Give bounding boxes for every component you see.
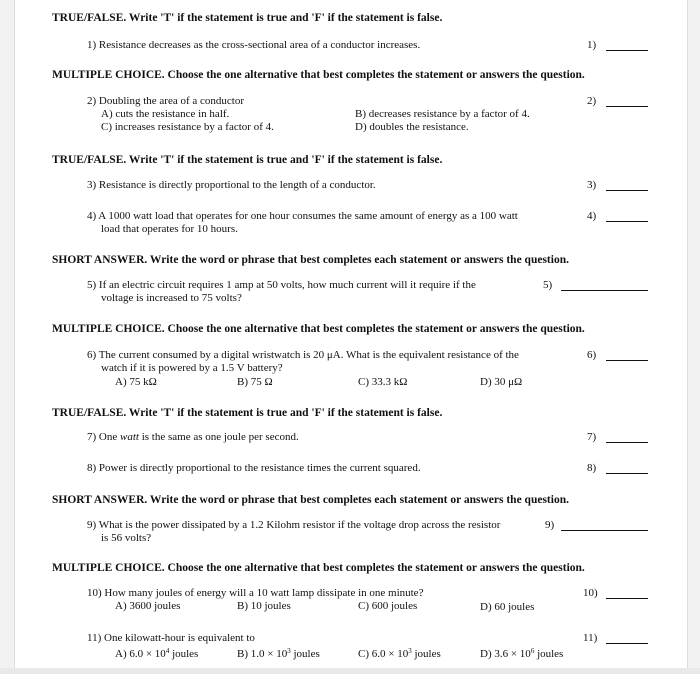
choice-11d: [480, 648, 563, 660]
choice-2b: B) decreases resistance by a factor of 4.: [355, 108, 530, 120]
section-header-short-answer: SHORT ANSWER. Write the word or phrase that best completes each statement or answers the question.: [52, 254, 569, 266]
question-5-line-1: 5) If an electric circuit requires 1 amp at 50 volts, how much current will it require if the: [87, 279, 476, 291]
section-header-multiple-choice: MULTIPLE CHOICE. Choose the one alternative that best completes the statement or answers the question.: [52, 323, 585, 335]
section-header-multiple-choice: MULTIPLE CHOICE. Choose the one alternative that best completes the statement or answers the question.: [52, 69, 585, 81]
choice-6c: C) 33.3 kΩ: [358, 376, 408, 388]
choice-11c-exponent: 3: [408, 647, 412, 655]
choice-11b-unit: joules: [290, 648, 320, 660]
choice-2a: A) cuts the resistance in half.: [101, 108, 230, 120]
question-10: 10) How many joules of energy will a 10 watt lamp dissipate in one minute?: [87, 587, 424, 599]
question-9-line-2: is 56 volts?: [101, 532, 152, 544]
answer-blank-8[interactable]: [606, 473, 648, 474]
question-7-post: is the same as one joule per second.: [138, 431, 299, 443]
section-header-true-false: TRUE/FALSE. Write 'T' if the statement is true and 'F' if the statement is false.: [52, 154, 443, 166]
choice-11a: [115, 648, 198, 660]
page-bottom-edge: [0, 668, 700, 674]
answer-number-7: 7): [587, 431, 597, 443]
answer-blank-9[interactable]: [561, 530, 648, 531]
answer-number-5: 5): [543, 279, 553, 291]
choice-11b: [237, 648, 320, 660]
choice-10c: C) 600 joules: [358, 600, 418, 612]
question-5-line-2: voltage is increased to 75 volts?: [101, 292, 242, 304]
choice-11a-exponent: 4: [165, 647, 170, 655]
answer-number-9: 9): [545, 519, 555, 531]
answer-number-10: 10): [583, 587, 598, 599]
question-4-line-2: load that operates for 10 hours.: [101, 223, 238, 235]
answer-blank-7[interactable]: [606, 442, 648, 443]
section-header-multiple-choice: MULTIPLE CHOICE. Choose the one alternative that best completes the statement or answers the question.: [52, 562, 585, 574]
choice-10b: B) 10 joules: [237, 600, 291, 612]
choice-11b-exponent: 3: [287, 647, 291, 655]
answer-blank-4[interactable]: [606, 221, 648, 222]
answer-blank-3[interactable]: [606, 190, 648, 191]
choice-11a-unit: joules: [169, 648, 199, 660]
answer-number-8: 8): [587, 462, 597, 474]
question-9-line-1: 9) What is the power dissipated by a 1.2 Kilohm resistor if the voltage drop across the resistor: [87, 519, 501, 531]
answer-blank-10[interactable]: [606, 598, 648, 599]
choice-6b: B) 75 Ω: [237, 376, 273, 388]
choice-11c-unit: joules: [411, 648, 441, 660]
section-header-short-answer: SHORT ANSWER. Write the word or phrase that best completes each statement or answers the question.: [52, 494, 569, 506]
question-7-emphasis: watt: [120, 431, 139, 443]
question-11: 11) One kilowatt-hour is equivalent to: [87, 632, 255, 644]
choice-2d: D) doubles the resistance.: [355, 121, 469, 133]
choice-11b-base: B) 1.0 × 10: [237, 648, 288, 660]
answer-number-11: 11): [583, 632, 598, 644]
choice-11a-base: A) 6.0 × 10: [115, 648, 166, 660]
question-7: [87, 431, 299, 443]
choice-6d: D) 30 μΩ: [480, 376, 523, 388]
choice-11d-base: D) 3.6 × 10: [480, 648, 531, 660]
answer-number-6: 6): [587, 349, 597, 361]
question-1: 1) Resistance decreases as the cross-sectional area of a conductor increases.: [87, 39, 421, 51]
answer-blank-6[interactable]: [606, 360, 648, 361]
answer-number-4: 4): [587, 210, 597, 222]
choice-2c: C) increases resistance by a factor of 4.: [101, 121, 274, 133]
choice-10d: D) 60 joules: [480, 601, 535, 613]
choice-11d-unit: joules: [534, 648, 564, 660]
choice-6a: A) 75 kΩ: [115, 376, 157, 388]
question-3: 3) Resistance is directly proportional to the length of a conductor.: [87, 179, 376, 191]
answer-blank-2[interactable]: [606, 106, 648, 107]
answer-blank-1[interactable]: [606, 50, 648, 51]
answer-blank-11[interactable]: [606, 643, 648, 644]
choice-10a: A) 3600 joules: [115, 600, 181, 612]
answer-number-1: 1): [587, 39, 597, 51]
section-header-true-false: TRUE/FALSE. Write 'T' if the statement is true and 'F' if the statement is false.: [52, 12, 443, 24]
answer-number-3: 3): [587, 179, 597, 191]
choice-11c-base: C) 6.0 × 10: [358, 648, 409, 660]
question-4-line-1: 4) A 1000 watt load that operates for one hour consumes the same amount of energy as a 100 watt: [87, 210, 518, 222]
question-7-pre: 7) One: [87, 431, 120, 443]
choice-11d-exponent: 6: [530, 647, 535, 655]
section-header-true-false: TRUE/FALSE. Write 'T' if the statement is true and 'F' if the statement is false.: [52, 407, 443, 419]
question-8: 8) Power is directly proportional to the resistance times the current squared.: [87, 462, 421, 474]
answer-blank-5[interactable]: [561, 290, 648, 291]
choice-11c: [358, 648, 441, 660]
question-6-line-2: watch if it is powered by a 1.5 V battery?: [101, 362, 283, 374]
question-2: 2) Doubling the area of a conductor: [87, 95, 244, 107]
answer-number-2: 2): [587, 95, 597, 107]
question-6-line-1: 6) The current consumed by a digital wristwatch is 20 μA. What is the equivalent resistance of the: [87, 349, 519, 361]
